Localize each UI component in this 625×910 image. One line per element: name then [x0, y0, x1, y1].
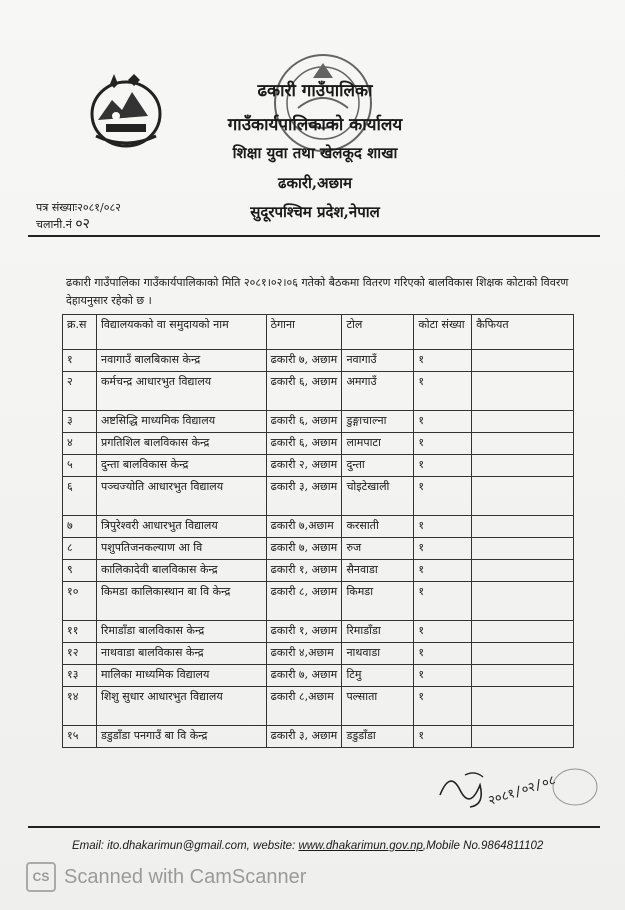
cell-remarks — [472, 560, 574, 582]
header-location: ढकारी,अछाम — [278, 174, 352, 192]
cell-quota: १ — [414, 582, 472, 621]
cell-name: कर्मचन्द्र आधारभुत विद्यालय — [96, 372, 266, 411]
cell-name: किमडा कालिकास्थान बा वि केन्द्र — [96, 582, 266, 621]
cell-sn: ७ — [63, 516, 97, 538]
cell-name: रिमाडाँडा बालविकास केन्द्र — [96, 621, 266, 643]
cell-quota: १ — [414, 477, 472, 516]
cell-remarks — [472, 665, 574, 687]
chalani-number — [36, 214, 90, 233]
cell-sn: ५ — [63, 455, 97, 477]
cell-remarks — [472, 411, 574, 433]
cell-remarks — [472, 643, 574, 665]
cell-address: ढकारी ७, अछाम — [266, 350, 342, 372]
cell-remarks — [472, 538, 574, 560]
footer-divider — [28, 826, 600, 828]
cell-address: ढकारी २, अछाम — [266, 455, 342, 477]
cell-name: त्रिपुरेश्वरी आधारभुत विद्यालय — [96, 516, 266, 538]
cell-address: ढकारी १, अछाम — [266, 621, 342, 643]
cell-sn: १४ — [63, 687, 97, 726]
table-row — [63, 411, 574, 433]
quota-table — [62, 314, 574, 748]
footer-website-link[interactable]: www.dhakarimun.gov.np — [298, 840, 423, 852]
cell-sn: ९ — [63, 560, 97, 582]
cell-quota: १ — [414, 560, 472, 582]
header-remarks: कैफियत — [472, 315, 574, 350]
cell-name: कालिकादेवी बालविकास केन्द्र — [96, 560, 266, 582]
cell-sn: ३ — [63, 411, 97, 433]
cell-quota: १ — [414, 433, 472, 455]
cell-tole: रिमाडाँडा — [342, 621, 414, 643]
cell-tole: नवागाउँ — [342, 350, 414, 372]
cell-address: ढकारी ६, अछाम — [266, 372, 342, 411]
signature-icon — [435, 765, 600, 815]
patra-value: २०८१/०८२ — [77, 201, 121, 214]
header-section: शिक्षा युवा तथा खेलकूद शाखा — [232, 144, 398, 162]
camscanner-logo-icon: CS — [26, 862, 56, 892]
cell-remarks — [472, 433, 574, 455]
cell-name: शिशु सुधार आधारभुत विद्यालय — [96, 687, 266, 726]
cell-tole: पल्साता — [342, 687, 414, 726]
cell-address: ढकारी ७,अछाम — [266, 516, 342, 538]
cell-sn: २ — [63, 372, 97, 411]
cell-quota: १ — [414, 621, 472, 643]
cell-quota: १ — [414, 687, 472, 726]
cell-name: नवागाउँ बालबिकास केन्द्र — [96, 350, 266, 372]
cell-quota: १ — [414, 372, 472, 411]
cell-name: मालिका माध्यमिक विद्यालय — [96, 665, 266, 687]
header-province: सुदूरपश्चिम प्रदेश,नेपाल — [250, 203, 380, 221]
cell-name: अष्टसिद्धि माध्यमिक विद्यालय — [96, 411, 266, 433]
patra-label: पत्र संख्याः — [36, 201, 78, 214]
cell-quota: १ — [414, 455, 472, 477]
table-row — [63, 582, 574, 621]
cell-address: ढकारी ६, अछाम — [266, 433, 342, 455]
office-seal-icon — [268, 48, 378, 158]
cell-sn: ६ — [63, 477, 97, 516]
cell-remarks — [472, 455, 574, 477]
cell-tole: सैनवाडा — [342, 560, 414, 582]
cell-remarks — [472, 726, 574, 748]
header-tole: टोल — [342, 315, 414, 350]
header-municipality: ढकारी गाउँपालिका — [257, 81, 373, 101]
intro-paragraph: ढकारी गाउँपालिका गाउँकार्यपालिकाको मिति २०८१।०२।०६ गतेको बैठकमा वितरण गरिएको बालविकास शिक्षक कोटाको विवरण देहायनुसार रहेको छ । — [66, 276, 569, 307]
header-address: ठेगाना — [266, 315, 342, 350]
cell-address: ढकारी ८,अछाम — [266, 687, 342, 726]
cell-name: नाथवाडा बालविकास केन्द्र — [96, 643, 266, 665]
cell-quota: १ — [414, 538, 472, 560]
header-divider — [28, 235, 600, 237]
cell-tole: लामपाटा — [342, 433, 414, 455]
footer-email: Email: ito.dhakarimun@gmail.com, website: — [72, 840, 299, 852]
cell-tole: किमडा — [342, 582, 414, 621]
cell-tole: दुन्ता — [342, 455, 414, 477]
table-row — [63, 516, 574, 538]
cell-name: पशुपतिजनकल्याण आ वि — [96, 538, 266, 560]
cell-sn: ४ — [63, 433, 97, 455]
cell-address: ढकारी ३, अछाम — [266, 726, 342, 748]
chalani-value: ०२ — [75, 216, 90, 232]
table-row — [63, 433, 574, 455]
cell-tole: नाथवाडा — [342, 643, 414, 665]
table-row — [63, 455, 574, 477]
footer-mobile: ,Mobile No.9864811102 — [422, 840, 544, 852]
footer-contact — [72, 840, 612, 852]
cell-quota: १ — [414, 411, 472, 433]
cell-tole: रुज — [342, 538, 414, 560]
cell-quota: १ — [414, 643, 472, 665]
cell-address: ढकारी ६, अछाम — [266, 411, 342, 433]
cell-name: पञ्चज्योति आधारभुत विद्यालय — [96, 477, 266, 516]
cell-address: ढकारी १, अछाम — [266, 560, 342, 582]
cell-address: ढकारी ४,अछाम — [266, 643, 342, 665]
table-row — [63, 643, 574, 665]
table-row — [63, 350, 574, 372]
nepal-emblem-icon — [88, 70, 164, 150]
cell-tole: चोइटेखाली — [342, 477, 414, 516]
cell-sn: १ — [63, 350, 97, 372]
table-row — [63, 687, 574, 726]
cell-remarks — [472, 372, 574, 411]
cell-name: दुन्ता बालविकास केन्द्र — [96, 455, 266, 477]
header-office: गाउँकार्यपालिकाको कार्यालय — [227, 115, 403, 135]
chalani-label: चलानी.नं — [36, 218, 72, 231]
table-row — [63, 477, 574, 516]
table-row — [63, 372, 574, 411]
cell-address: ढकारी ७, अछाम — [266, 538, 342, 560]
cell-quota: १ — [414, 665, 472, 687]
header-quota: कोटा संख्या — [414, 315, 472, 350]
cell-tole: करसाती — [342, 516, 414, 538]
table-row — [63, 665, 574, 687]
patra-sankhya — [36, 200, 121, 215]
table-row — [63, 726, 574, 748]
camscanner-text: Scanned with CamScanner — [64, 865, 307, 888]
table-row — [63, 621, 574, 643]
cell-remarks — [472, 621, 574, 643]
cell-remarks — [472, 582, 574, 621]
cell-tole: टिमु — [342, 665, 414, 687]
table-row — [63, 560, 574, 582]
cell-tole: डडुडाँडा — [342, 726, 414, 748]
cell-tole: डुङ्गाचाल्ना — [342, 411, 414, 433]
header-name: विद्यालयकको वा समुदायको नाम — [96, 315, 266, 350]
cell-address: ढकारी ७, अछाम — [266, 665, 342, 687]
cell-sn: ८ — [63, 538, 97, 560]
cell-remarks — [472, 516, 574, 538]
cell-tole: अमगाउँ — [342, 372, 414, 411]
cell-address: ढकारी ३, अछाम — [266, 477, 342, 516]
cell-sn: १५ — [63, 726, 97, 748]
cell-sn: १३ — [63, 665, 97, 687]
cell-address: ढकारी ८, अछाम — [266, 582, 342, 621]
header-sn: क्र.स — [63, 315, 97, 350]
table-header-row — [63, 315, 574, 350]
cell-name: डडुडाँडा पनगाउँ बा वि केन्द्र — [96, 726, 266, 748]
cell-remarks — [472, 350, 574, 372]
cell-remarks — [472, 477, 574, 516]
cell-sn: ११ — [63, 621, 97, 643]
cell-name: प्रगतिशिल बालविकास केन्द्र — [96, 433, 266, 455]
cell-quota: १ — [414, 350, 472, 372]
cell-sn: १० — [63, 582, 97, 621]
cell-remarks — [472, 687, 574, 726]
signature-date: २०८१/०२/०८ — [486, 772, 558, 809]
table-row — [63, 538, 574, 560]
cell-quota: १ — [414, 726, 472, 748]
camscanner-watermark — [26, 862, 306, 892]
cell-sn: १२ — [63, 643, 97, 665]
cell-quota: १ — [414, 516, 472, 538]
